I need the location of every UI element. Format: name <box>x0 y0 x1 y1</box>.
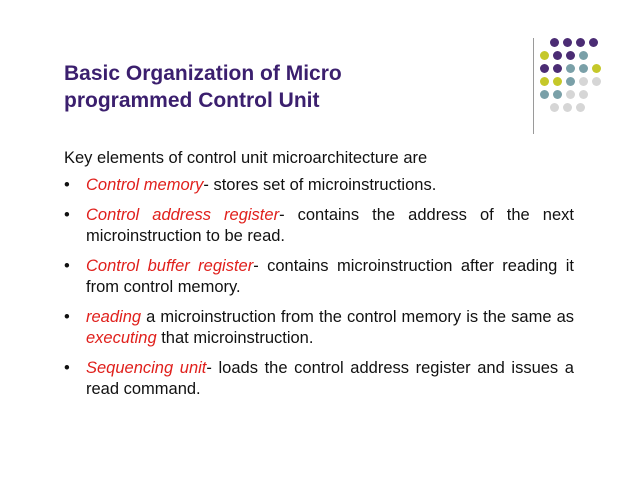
decorative-dot <box>576 103 585 112</box>
bullet-marker: • <box>64 308 70 326</box>
bullet-text: - loads the control address register and issues a read command. <box>86 359 574 398</box>
decorative-dot <box>540 51 549 60</box>
bullet-item <box>64 358 574 400</box>
decorative-dot-grid <box>540 38 610 128</box>
decorative-dot <box>566 51 575 60</box>
bullet-marker: • <box>64 257 70 275</box>
decorative-dot <box>550 103 559 112</box>
decorative-dot <box>566 64 575 73</box>
title-line-2: programmed Control Unit <box>64 89 320 112</box>
bullet-text: a microinstruction from the control memory is the same as <box>141 308 574 326</box>
decorative-dot <box>563 103 572 112</box>
decorative-dot <box>579 77 588 86</box>
slide-title <box>64 60 484 114</box>
keyword: Control buffer register <box>86 257 254 275</box>
bullet-marker: • <box>64 176 70 194</box>
bullet-marker: • <box>64 206 70 224</box>
bullet-text: - contains the address of the next microinstruction to be read. <box>86 206 574 245</box>
keyword: Control address register <box>86 206 280 224</box>
bullet-item <box>64 205 574 247</box>
title-line-1: Basic Organization of Micro <box>64 62 342 85</box>
bullet-marker: • <box>64 359 70 377</box>
decorative-dot <box>553 90 562 99</box>
bullet-item <box>64 307 574 349</box>
decorative-dot <box>540 64 549 73</box>
bullet-text: - stores set of microinstructions. <box>203 176 437 194</box>
decorative-dot <box>540 90 549 99</box>
decorative-divider <box>533 38 534 134</box>
decorative-dot <box>592 77 601 86</box>
bullet-text: that microinstruction. <box>156 329 314 347</box>
decorative-dot <box>563 38 572 47</box>
decorative-dot <box>592 64 601 73</box>
decorative-dot <box>566 77 575 86</box>
bullet-list <box>64 175 574 400</box>
decorative-dot <box>553 64 562 73</box>
decorative-dot <box>566 90 575 99</box>
decorative-dot <box>579 64 588 73</box>
keyword: Sequencing unit <box>86 359 207 377</box>
keyword: executing <box>86 329 157 347</box>
decorative-dot <box>540 77 549 86</box>
decorative-dot <box>553 51 562 60</box>
decorative-dot <box>550 38 559 47</box>
decorative-dot <box>589 38 598 47</box>
decorative-dot <box>553 77 562 86</box>
bullet-item <box>64 256 574 298</box>
bullet-text: - contains microinstruction after reading it from control memory. <box>86 257 574 296</box>
decorative-dot <box>576 38 585 47</box>
bullet-item <box>64 175 574 196</box>
keyword: Control memory <box>86 176 204 194</box>
decorative-dot <box>579 90 588 99</box>
keyword: reading <box>86 308 142 326</box>
slide-body <box>64 148 574 409</box>
decorative-dot <box>579 51 588 60</box>
intro-text: Key elements of control unit microarchitecture are <box>64 149 428 167</box>
